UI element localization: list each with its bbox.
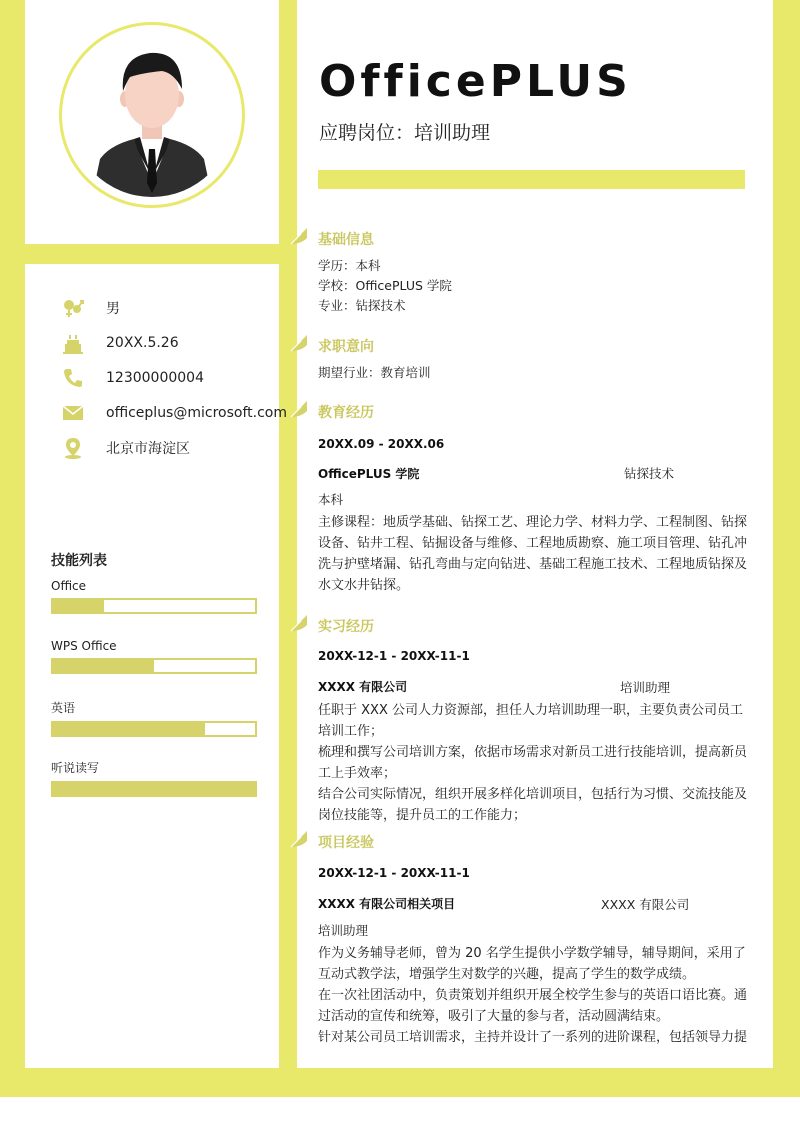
project-period: 20XX-12-1 - 20XX-11-1 — [318, 866, 470, 880]
section-title-project: 项目经验 — [318, 835, 374, 851]
internship-company: XXXX 有限公司 — [318, 680, 408, 694]
skill-wps — [51, 639, 257, 674]
project-line: 在一次社团活动中，负责策划并组织开展全校学生参与的英语口语比赛。通过活动的宣传和统筹，吸引了大量的参与者，活动圆满结束。 — [318, 988, 748, 1024]
project-line: 作为义务辅导老师，曾为 20 名学生提供小学数学辅导，辅导期间，采用了互动式教学法，增强学生对数学的兴趣，提高了学生的数学成绩。 — [318, 946, 746, 982]
contact-phone — [62, 366, 204, 390]
avatar-ring — [59, 22, 245, 208]
contact-email — [62, 401, 287, 425]
intent-industry: 期望行业：教育培训 — [318, 365, 431, 380]
contact-gender-text: 男 — [106, 301, 120, 317]
skill-bar — [51, 598, 257, 614]
contact-birthday — [62, 331, 179, 355]
contact-birthday-text: 20XX.5.26 — [106, 335, 179, 351]
internship-line: 梳理和撰写公司培训方案，依据市场需求对新员工进行技能培训，提高新员工上手效率； — [318, 745, 748, 781]
skill-name: 听说读写 — [51, 761, 100, 775]
education-degree: 本科 — [318, 492, 344, 507]
section-leaf-icon — [289, 226, 309, 246]
birthday-cake-icon — [62, 332, 84, 354]
skill-office — [51, 579, 257, 614]
skill-bar — [51, 658, 257, 674]
skill-english — [51, 699, 257, 737]
contact-panel — [25, 264, 287, 1068]
project-name: XXXX 有限公司相关项目 — [318, 897, 456, 911]
person-avatar-icon — [70, 33, 234, 197]
section-title-intent: 求职意向 — [318, 339, 374, 355]
basic-major: 专业：钻探技术 — [318, 298, 406, 313]
skill-name: Office — [51, 579, 87, 593]
skill-bar — [51, 721, 257, 737]
contact-location-text: 北京市海淀区 — [106, 441, 190, 457]
contact-gender — [62, 296, 120, 320]
contact-email-text: officeplus@microsoft.com — [106, 405, 287, 421]
section-title-education: 教育经历 — [318, 405, 374, 421]
main-panel — [297, 0, 773, 1068]
internship-role: 培训助理 — [620, 680, 671, 695]
skill-fill — [53, 723, 205, 735]
title-divider-bar — [318, 170, 745, 189]
section-leaf-icon — [289, 613, 309, 633]
skill-fill — [53, 783, 255, 795]
education-period: 20XX.09 - 20XX.06 — [318, 437, 445, 451]
phone-icon — [62, 367, 84, 389]
education-description: 主修课程：地质学基础、钻探工艺、理论力学、材料力学、工程制图、钻探设备、钻井工程、钻掘设备与维修、工程地质勘察、施工项目管理、钻孔冲洗与护壁堵漏、钻孔弯曲与定向钻进、基础工程施工技术、工程地质钻探及水文水井钻探。 — [318, 515, 748, 593]
skill-fill — [53, 600, 104, 612]
project-description — [318, 943, 748, 1069]
skill-listening — [51, 759, 257, 797]
skill-fill — [53, 660, 154, 672]
section-leaf-icon — [289, 399, 309, 419]
education-school: OfficePLUS 学院 — [318, 467, 420, 481]
internship-line: 任职于 XXX 公司人力资源部，担任人力培训助理一职，主要负责公司员工培训工作； — [318, 703, 743, 739]
email-icon — [62, 402, 84, 424]
skills-title: 技能列表 — [51, 553, 107, 569]
basic-school: 学校：OfficePLUS 学院 — [318, 278, 452, 293]
internship-description — [318, 700, 748, 826]
project-company: XXXX 有限公司 — [601, 897, 690, 912]
internship-period: 20XX-12-1 - 20XX-11-1 — [318, 649, 470, 663]
job-title: 应聘岗位：培训助理 — [319, 122, 491, 144]
skill-name: WPS Office — [51, 639, 117, 653]
project-role: 培训助理 — [318, 923, 369, 938]
skill-name: 英语 — [51, 701, 76, 715]
section-title-internship: 实习经历 — [318, 619, 374, 635]
section-leaf-icon — [289, 333, 309, 353]
section-leaf-icon — [289, 829, 309, 849]
skill-bar — [51, 781, 257, 797]
contact-location — [62, 436, 190, 460]
basic-education: 学历：本科 — [318, 258, 381, 273]
education-major: 钻探技术 — [624, 466, 675, 481]
gender-icon — [62, 297, 84, 319]
avatar — [70, 33, 234, 197]
resume-name: OfficePLUS — [319, 56, 632, 107]
project-line: 针对某公司员工培训需求，主持并设计了一系列的进阶课程，包括领导力提 — [318, 1030, 748, 1045]
section-title-basic: 基础信息 — [318, 232, 374, 248]
location-pin-icon — [62, 437, 84, 459]
contact-phone-text: 12300000004 — [106, 370, 204, 386]
internship-line: 结合公司实际情况，组织开展多样化培训项目，包括行为习惯、交流技能及岗位技能等，提升员工的工作能力； — [318, 787, 748, 823]
photo-panel — [25, 0, 279, 244]
